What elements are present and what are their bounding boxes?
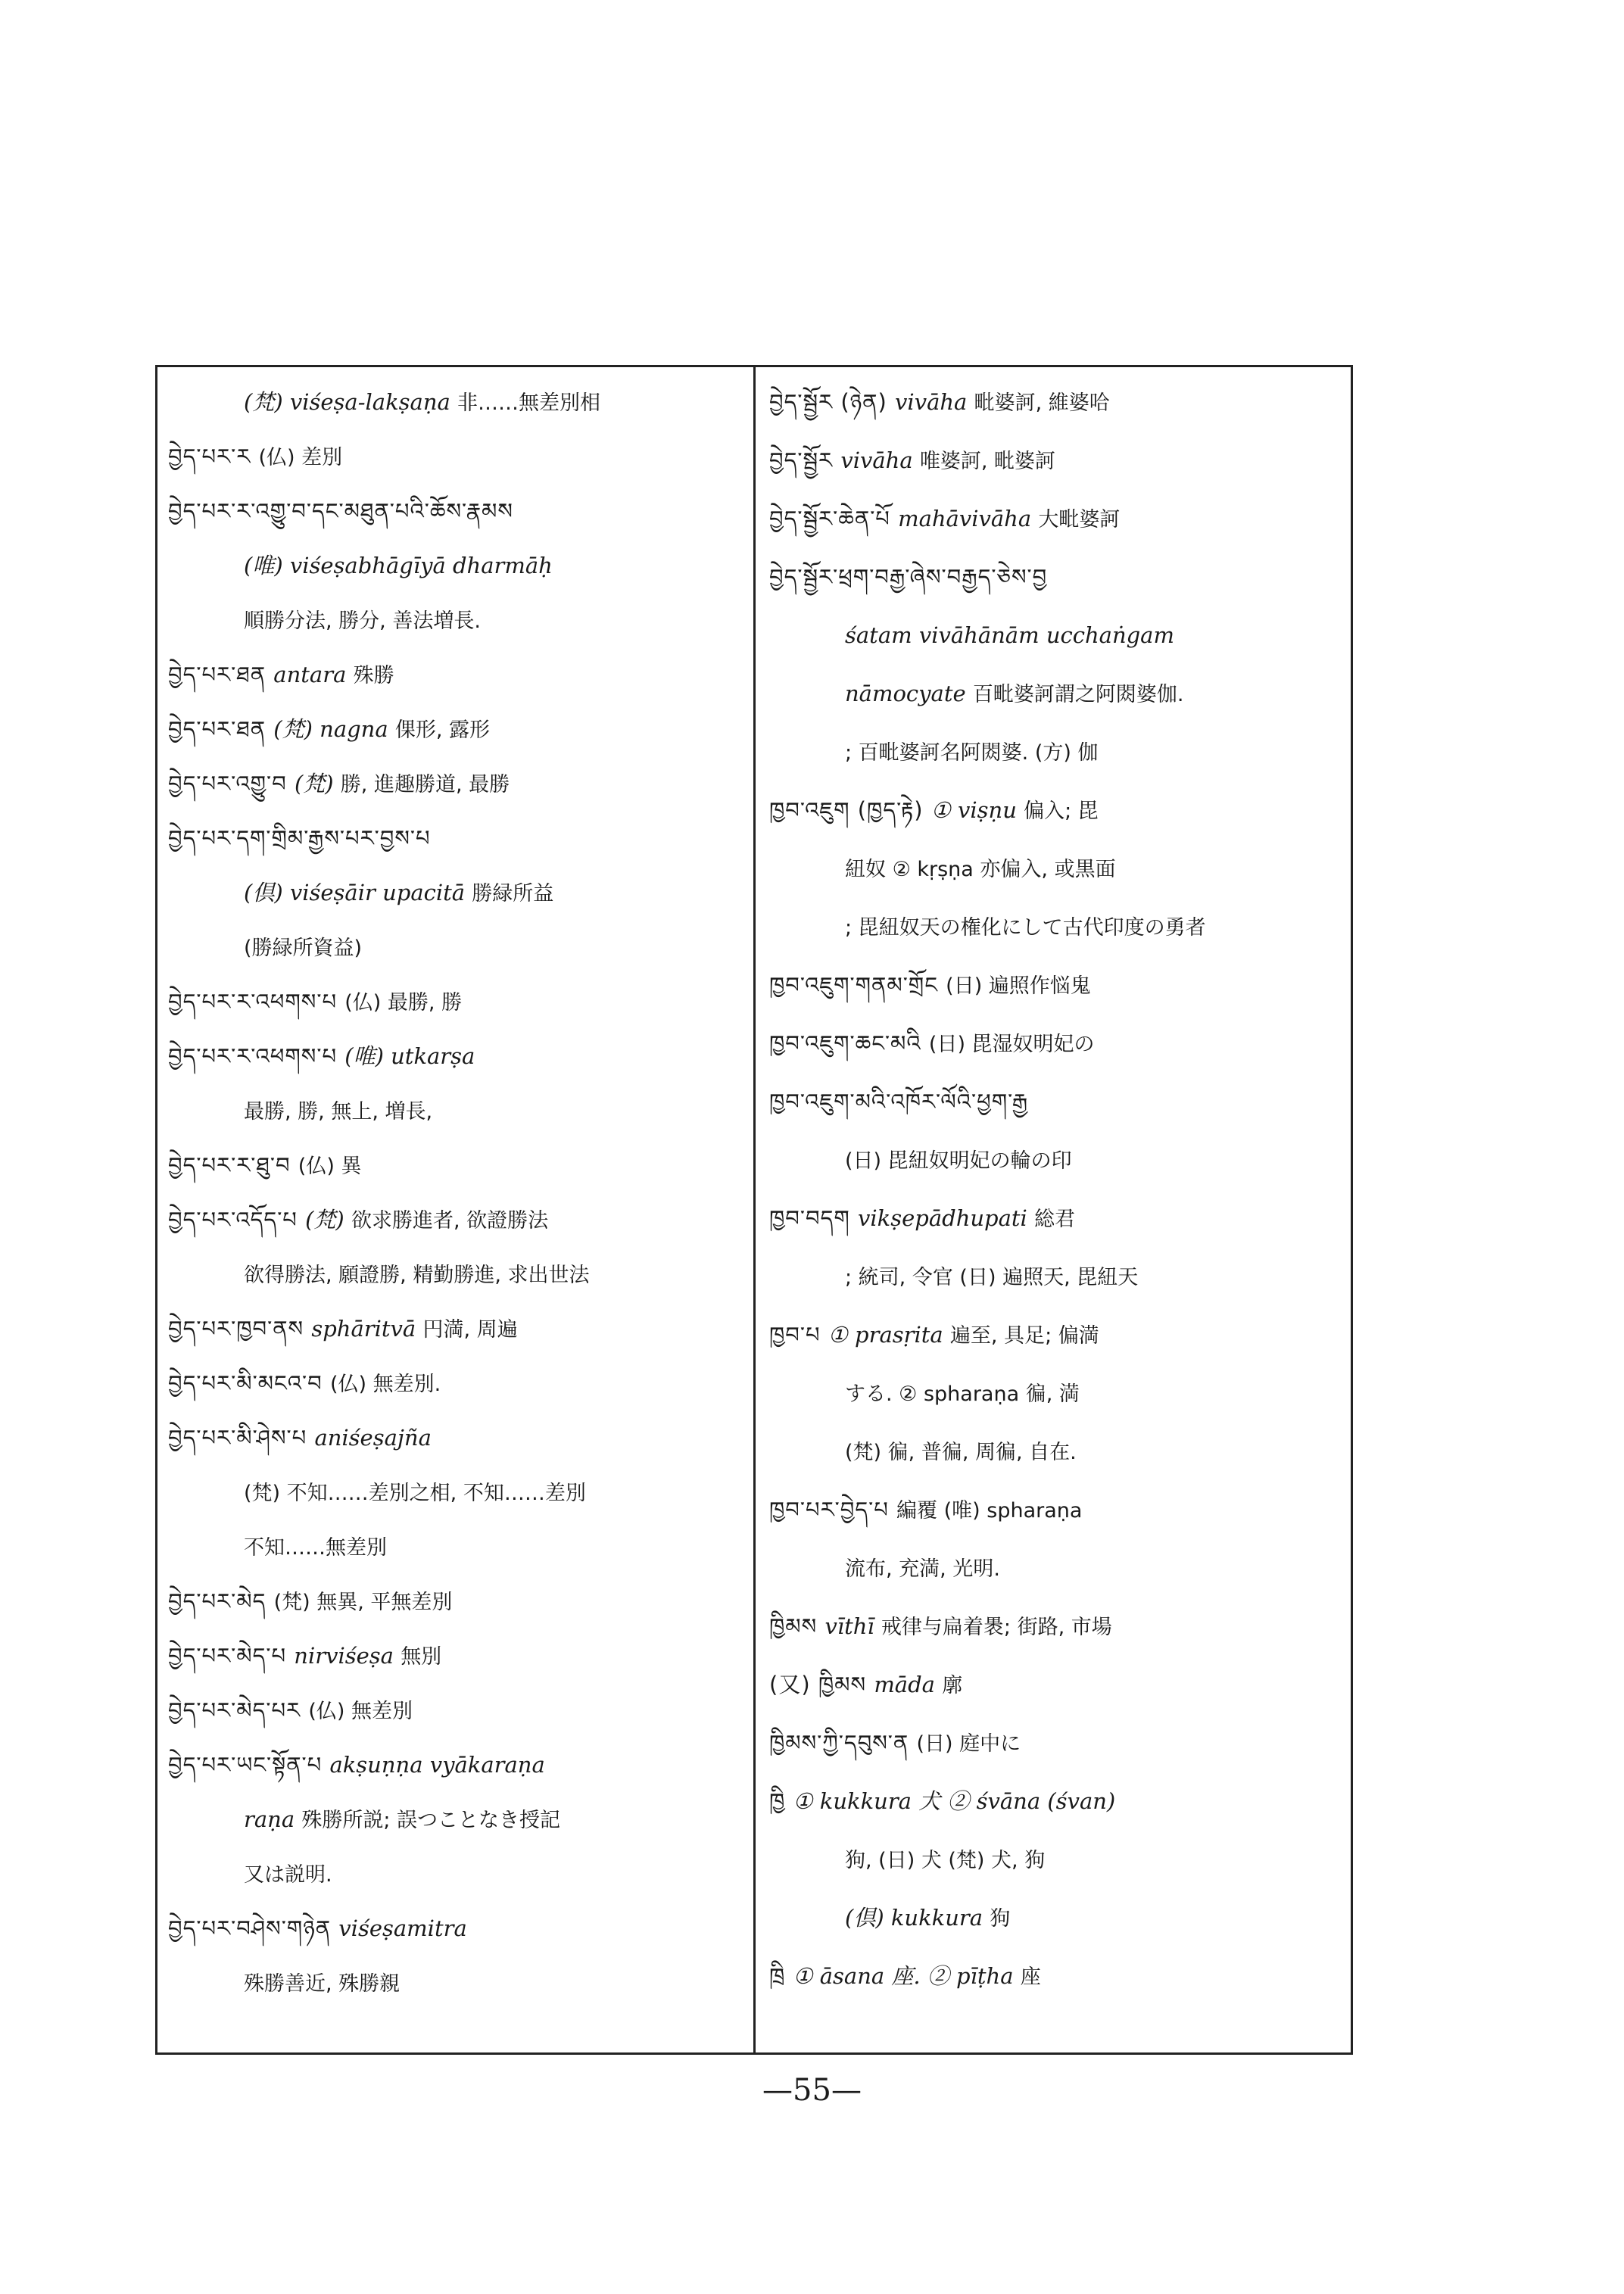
entry-headword: བྱེད་པར་མེད་པར [168, 1697, 309, 1723]
entry-line [168, 1633, 743, 1678]
entry-romanized: sphāritvā [311, 1316, 423, 1342]
entry-headword: ཁྱབ་པ [769, 1322, 828, 1348]
entry-line [769, 1662, 1345, 1707]
entry-line [769, 904, 1345, 949]
entry-romanized: (梵) [294, 771, 341, 796]
entry-headword: བྱེད་སྦྱོར [769, 447, 841, 473]
entry-headword: ཁྱབ་འཇུག་མའི་འཁོར་ལོའི་ཕྱག་རྒྱ [769, 1089, 1029, 1114]
entry-headword: ཁྲི [769, 1963, 793, 1989]
entry-line [168, 1579, 743, 1624]
entry-romanized: vivāha [840, 447, 920, 473]
entry-line [168, 815, 743, 861]
entry-gloss: 大毗婆訶 [1038, 508, 1121, 531]
entry-gloss: (梵) 不知……差別之相, 不知……差別 [244, 1482, 586, 1505]
entry-headword: ཁྱབ་འཇུག་གནམ་གྲོང [769, 972, 946, 998]
entry-romanized: raṇa [244, 1806, 302, 1832]
entry-gloss: 殊勝所説; 誤つことなき授記 [301, 1809, 561, 1832]
entry-gloss: 座 [1020, 1965, 1041, 1989]
entry-headword: བྱེད་པར་བཤེས་གཉེན [168, 1915, 339, 1941]
entry-gloss: (仏) 異 [298, 1155, 362, 1178]
entry-romanized: vīthī [824, 1613, 881, 1639]
entry-gloss: 殊勝 [353, 664, 394, 687]
entry-headword: ཁྱབ་འཇུག་ཆང་མའི [769, 1030, 929, 1056]
entry-line [168, 1033, 743, 1079]
entry-romanized: (唯) viśeṣabhāgīyā dharmāḥ [244, 553, 553, 578]
entry-line [168, 870, 743, 915]
entry-line [769, 554, 1345, 600]
entry-line [168, 1306, 743, 1351]
entry-line [769, 846, 1345, 891]
entry-line [769, 1137, 1345, 1183]
entry-line [769, 1079, 1345, 1124]
entry-line [769, 612, 1345, 658]
entry-gloss: (梵) 徧, 普徧, 周徧, 自在. [845, 1441, 1077, 1464]
entry-gloss: 偏入; 毘 [1024, 799, 1099, 823]
entry-gloss: 非……無差別相 [457, 391, 601, 415]
entry-romanized: (梵) viśeṣa-lakṣaṇa [244, 389, 458, 415]
entry-line [168, 1960, 743, 2006]
entry-headword: བྱེད་པར་ཡང་སྟོན་པ [168, 1752, 330, 1778]
entry-romanized: akṣuṇṇa vyākaraṇa [329, 1752, 545, 1778]
entry-line [769, 1370, 1345, 1416]
entry-gloss: 勝緑所益 [472, 882, 554, 905]
entry-line [168, 1088, 743, 1133]
entry-line [769, 1953, 1345, 1999]
entry-line [769, 1720, 1345, 1766]
entry-headword: བྱེད་སྦྱོར་ཆེན་པོ [769, 506, 899, 531]
entry-headword: བྱེད་པར་མེད [168, 1588, 274, 1614]
entry-headword: ཁྱབ་འཇུག (ཁྱད་རྟེ) [769, 797, 931, 823]
entry-line [168, 1851, 743, 1897]
entry-gloss: 無別 [401, 1645, 442, 1669]
entry-gloss: 唯婆訶, 毗婆訶 [919, 450, 1056, 473]
entry-headword: བྱེད་སྦྱོར (ཉེན) [769, 389, 896, 415]
entry-line [168, 1470, 743, 1515]
entry-romanized: ① āsana 座. ② pīṭha [793, 1963, 1021, 1989]
column-divider [753, 367, 756, 2052]
entry-line [168, 543, 743, 588]
entry-line [168, 379, 743, 425]
entry-line [168, 652, 743, 697]
entry-line [168, 597, 743, 643]
entry-romanized: vikṣepādhupati [858, 1205, 1035, 1231]
entry-line [168, 1415, 743, 1460]
entry-line [168, 488, 743, 534]
entry-gloss: 又は説明. [244, 1863, 332, 1887]
entry-gloss: ; 毘紐奴天の権化にして古代印度の勇者 [845, 916, 1206, 940]
entry-headword: བྱེད་པར་ར་འཕགས་པ [168, 1043, 345, 1069]
entry-gloss: 遍至, 具足; 偏満 [949, 1324, 1099, 1348]
left-column [168, 373, 743, 2046]
entry-gloss: 殊勝善近, 殊勝親 [244, 1972, 401, 1996]
entry-romanized: aniśeṣajña [314, 1425, 432, 1451]
entry-headword: ཁྱིམས་ཀྱི་དབུས་ན [769, 1730, 917, 1756]
entry-line [168, 706, 743, 752]
entry-gloss: 総君 [1034, 1208, 1076, 1231]
dictionary-frame [155, 365, 1353, 2055]
entry-headword: བྱེད་པར་ར [168, 444, 259, 469]
entry-line [168, 761, 743, 806]
entry-headword: བྱེད་པར་འདོད་པ [168, 1207, 306, 1233]
entry-line [168, 979, 743, 1024]
entry-line [769, 729, 1345, 775]
entry-line [168, 434, 743, 479]
entry-line [168, 924, 743, 970]
entry-romanized: śatam vivāhānām ucchaṅgam [845, 622, 1174, 648]
entry-headword: ཁྱི [769, 1788, 793, 1814]
entry-line [769, 1778, 1345, 1824]
entry-line [769, 1254, 1345, 1299]
entry-romanized: nāmocyate [845, 681, 973, 706]
entry-line [168, 1524, 743, 1569]
entry-gloss: 順勝分法, 勝分, 善法増長. [244, 609, 481, 633]
entry-line [769, 1195, 1345, 1241]
entry-line [769, 1429, 1345, 1474]
entry-headword: བྱེད་པར་ཐན [168, 662, 274, 687]
entry-gloss: 欲得勝法, 願證勝, 精勤勝進, 求出世法 [244, 1264, 590, 1287]
entry-romanized: (倶) viśeṣāir upacitā [244, 880, 472, 905]
entry-line [769, 1837, 1345, 1882]
entry-gloss: (仏) 最勝, 勝 [344, 991, 463, 1015]
entry-gloss: 紐奴 ② kṛṣṇa 亦偏入, 或黒面 [845, 858, 1116, 881]
entry-line [168, 1688, 743, 1733]
entry-gloss: 狗 [990, 1907, 1011, 1931]
entry-gloss: する. ② spharaṇa 徧, 満 [845, 1382, 1080, 1406]
entry-gloss: 戒律与扁着褁; 街路, 市場 [881, 1616, 1112, 1639]
entry-romanized: antara [273, 662, 354, 687]
entry-headword: བྱེད་པར་ར་འགྱུ་བ་དང་མཐུན་པའི་ཆོས་རྣམས [168, 498, 513, 524]
entry-romanized: (梵) nagna [273, 716, 395, 742]
entry-romanized: (梵) [305, 1207, 351, 1233]
entry-gloss: 百毗婆訶謂之阿閦婆伽. [972, 683, 1184, 706]
entry-line [168, 1742, 743, 1788]
entry-line [168, 1251, 743, 1297]
entry-headword: བྱེད་པར་ར་ཐུ་བ [168, 1152, 298, 1178]
entry-romanized: ① kukkura 犬 ② śvāna (śvan) [793, 1788, 1116, 1814]
entry-line [769, 671, 1345, 716]
entry-gloss: 狗, (日) 犬 (梵) 犬, 狗 [845, 1849, 1046, 1872]
entry-romanized: (唯) utkarṣa [344, 1043, 475, 1069]
entry-gloss: 円満, 周遍 [422, 1318, 518, 1342]
entry-romanized: vivāha [895, 389, 974, 415]
entry-gloss: 流布, 充満, 光明. [845, 1557, 1000, 1581]
entry-headword: བྱེད་པར་ར་འཕགས་པ [168, 989, 345, 1015]
entry-gloss: (仏) 差別 [258, 446, 343, 469]
entry-gloss: (勝緑所資益) [244, 937, 363, 960]
entry-gloss: 廓 [942, 1674, 963, 1697]
entry-gloss: (仏) 無差別. [329, 1373, 441, 1396]
entry-line [769, 787, 1345, 833]
entry-line [769, 1487, 1345, 1532]
entry-gloss: (日) 毘湿奴明妃の [928, 1033, 1095, 1056]
entry-line [769, 1021, 1345, 1066]
page-number: —55— [762, 2073, 862, 2108]
entry-gloss: 勝, 進趣勝道, 最勝 [340, 773, 510, 796]
entry-gloss: 毗婆訶, 維婆哈 [974, 391, 1110, 415]
entry-gloss: (日) 庭中に [916, 1732, 1021, 1756]
entry-gloss: (日) 遍照作悩鬼 [946, 974, 1091, 998]
entry-line [168, 1142, 743, 1188]
entry-headword: བྱེད་པར་མི་མངའ་བ [168, 1370, 330, 1396]
entry-headword: ཁྱབ་བདག [769, 1205, 858, 1231]
entry-gloss: (梵) 無異, 平無差別 [273, 1591, 453, 1614]
entry-headword: བྱེད་པར་མི་ཤེས་པ [168, 1425, 315, 1451]
entry-romanized: (倶) kukkura [845, 1905, 990, 1931]
entry-headword: ཁྱབ་པར་བྱེད་པ [769, 1497, 897, 1523]
entry-gloss: 不知……無差別 [244, 1536, 387, 1560]
entry-gloss: ; 百毗婆訶名阿閦婆. (方) 伽 [845, 741, 1099, 765]
entry-line [769, 1312, 1345, 1357]
entry-romanized: nirviśeṣa [294, 1643, 401, 1669]
entry-line [769, 962, 1345, 1008]
entry-gloss: 編覆 (唯) spharaṇa [896, 1499, 1083, 1523]
entry-line [769, 496, 1345, 541]
entry-headword: ཁྱིམས [769, 1613, 825, 1639]
entry-line [769, 1604, 1345, 1649]
entry-line [168, 1906, 743, 1951]
entry-gloss: (仏) 無差別 [308, 1700, 413, 1723]
entry-headword: བྱེད་པར་འགྱུ་བ [168, 771, 295, 796]
entry-line [769, 1895, 1345, 1940]
entry-romanized: viśeṣamitra [338, 1915, 467, 1941]
entry-line [769, 1545, 1345, 1591]
entry-romanized: mahāvivāha [898, 506, 1039, 531]
entry-romanized: māda [874, 1672, 943, 1697]
entry-headword: བྱེད་པར་མེད་པ [168, 1643, 295, 1669]
entry-romanized: ① viṣṇu [930, 797, 1024, 823]
entry-gloss: ; 統司, 令官 (日) 遍照天, 毘紐天 [845, 1266, 1139, 1289]
entry-gloss: 欲求勝進者, 欲證勝法 [351, 1209, 549, 1233]
entry-headword: བྱེད་པར་ཁྱབ་ནས [168, 1316, 312, 1342]
entry-line [168, 1197, 743, 1242]
entry-line [168, 1797, 743, 1842]
entry-headword: (又) ཁྱིམས [769, 1672, 874, 1697]
entry-headword: བྱེད་པར་ཐན [168, 716, 274, 742]
entry-gloss: 倮形, 露形 [394, 718, 491, 742]
entry-headword: བྱེད་པར་དག་གྲིམ་རྒྱས་པར་བྱས་པ [168, 825, 431, 851]
entry-line [168, 1361, 743, 1406]
entry-line [769, 438, 1345, 483]
entry-gloss: (日) 毘紐奴明妃の輪の印 [845, 1149, 1072, 1173]
entry-headword: བྱེད་སྦྱོར་ཕྲག་བརྒྱ་ཞེས་བརྒྱད་ཅེས་བྱ [769, 564, 1048, 590]
entry-line [769, 379, 1345, 425]
right-column [769, 373, 1345, 2046]
entry-gloss: 最勝, 勝, 無上, 増長, [244, 1100, 433, 1124]
entry-romanized: ① prasṛita [828, 1322, 950, 1348]
